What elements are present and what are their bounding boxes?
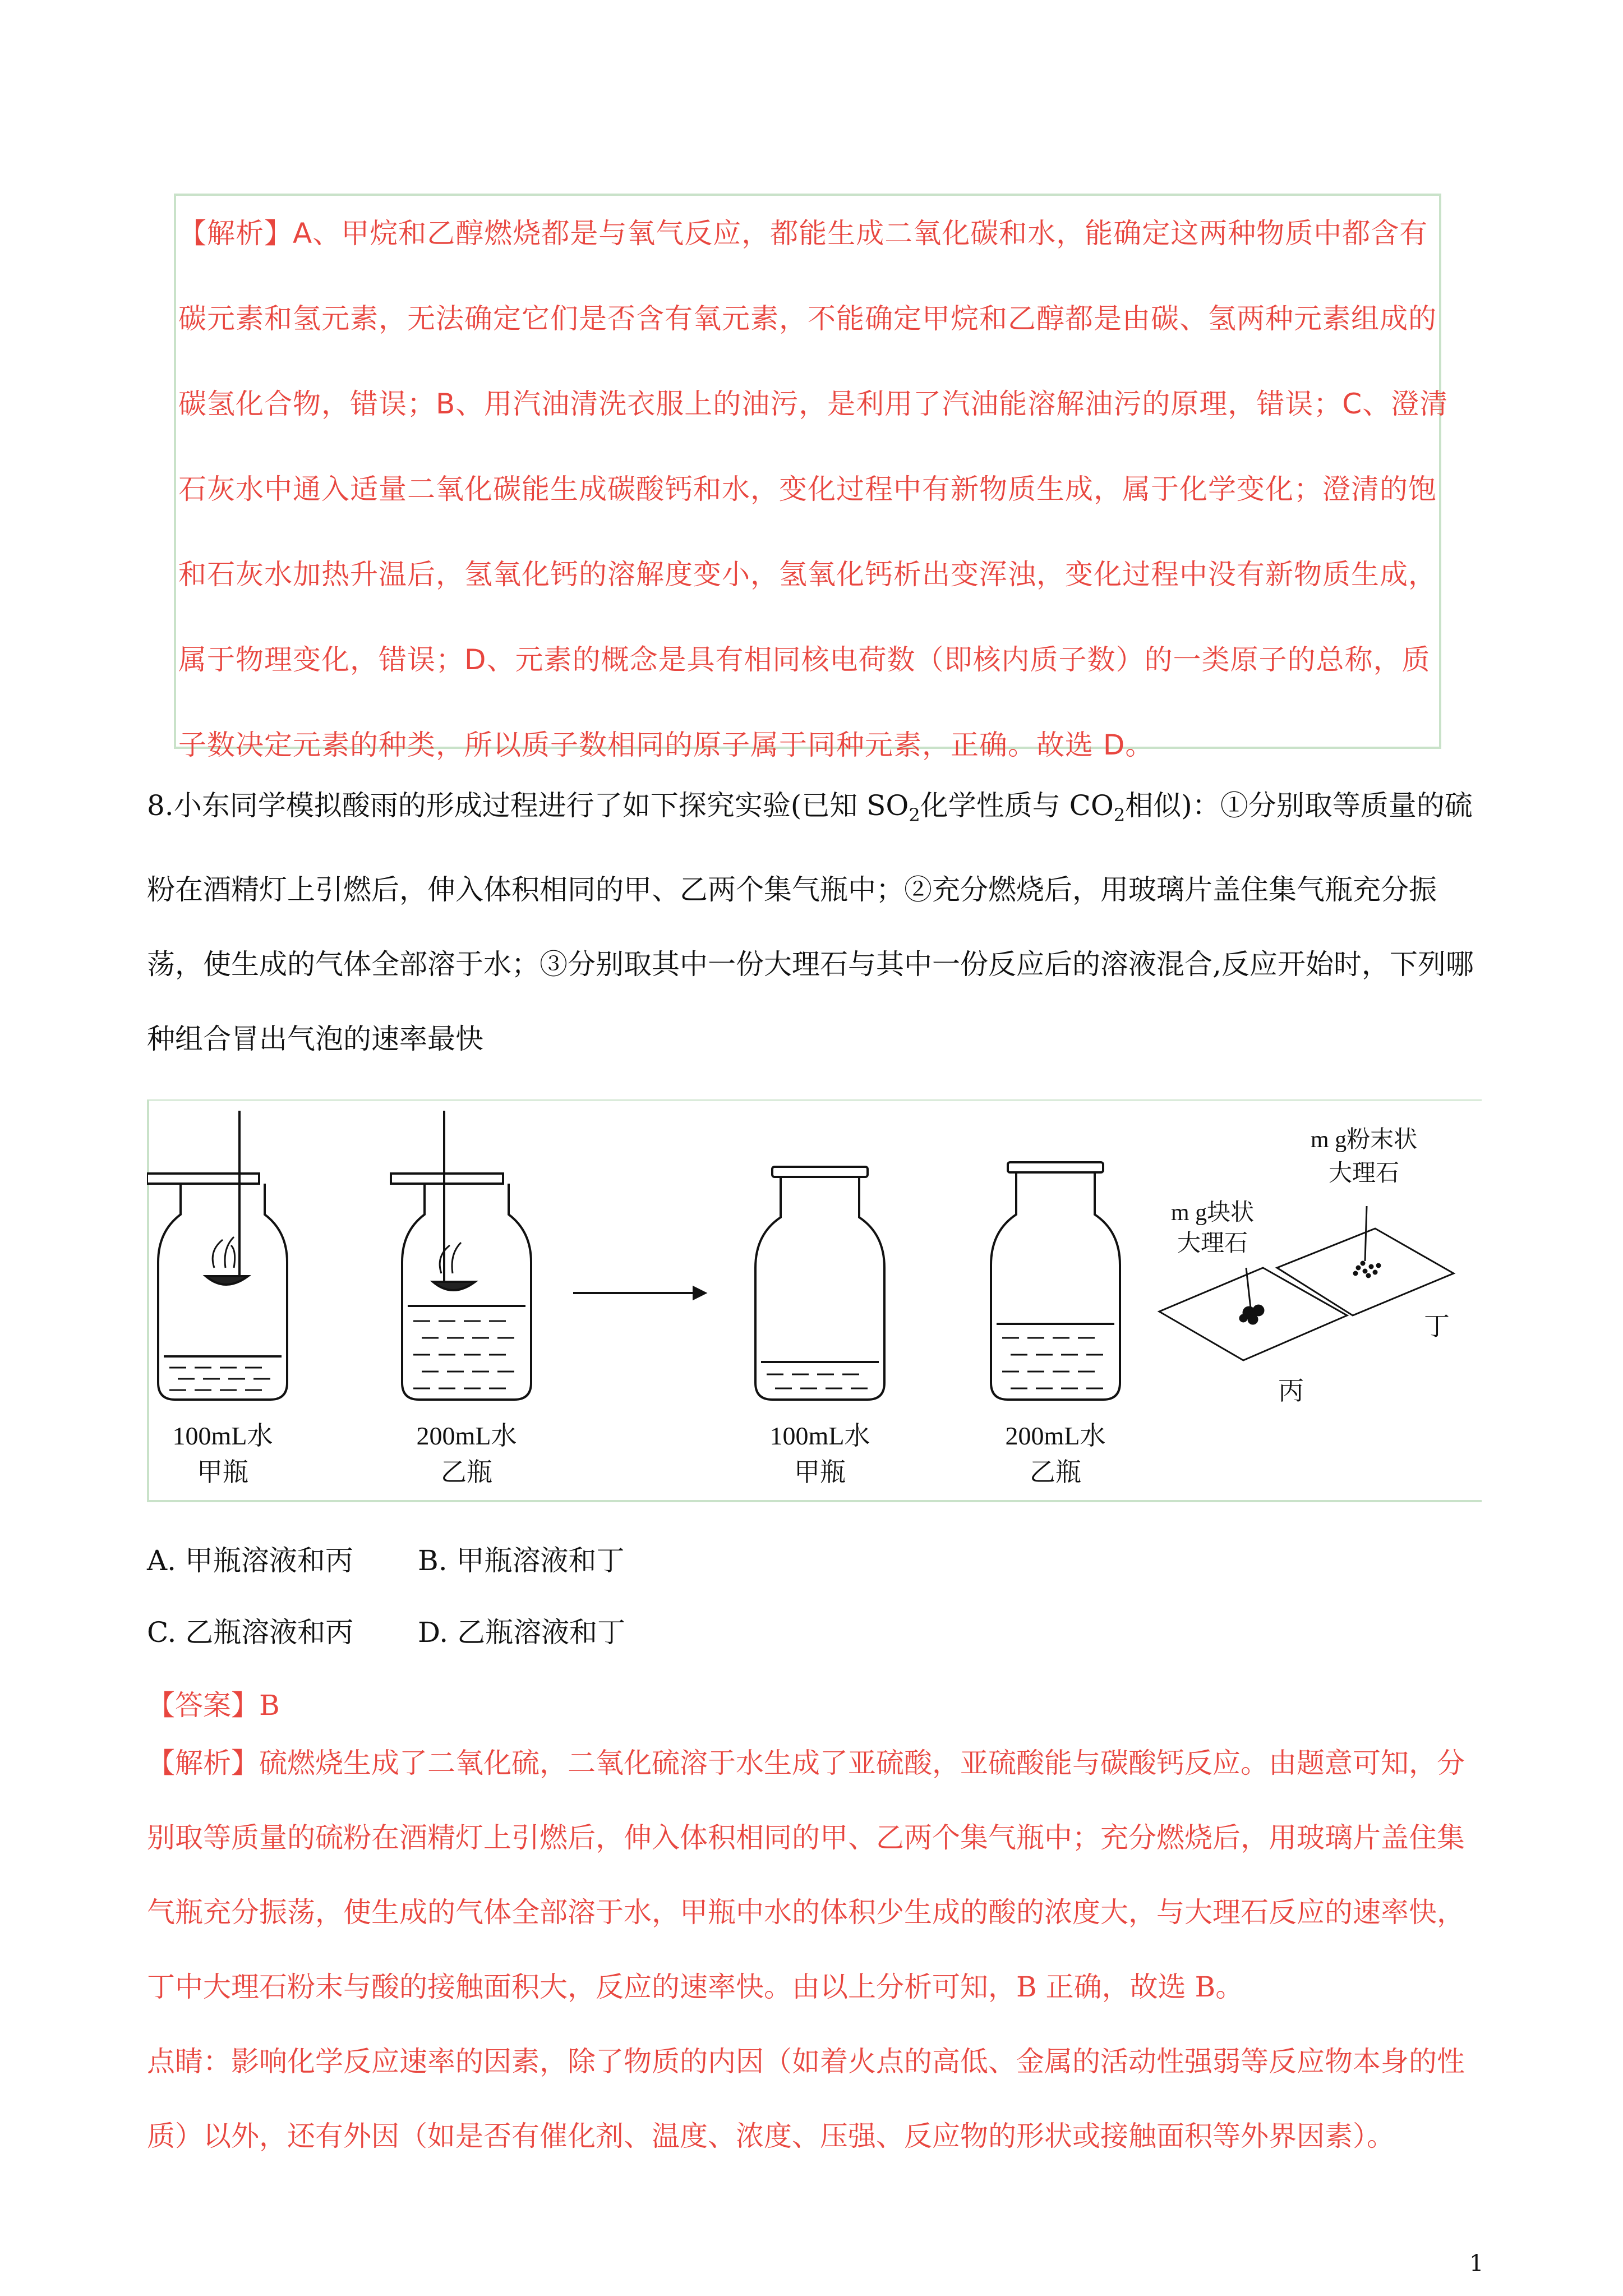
bottle-2-name-label: 乙瓶 [441, 1458, 492, 1487]
option-d: D. 乙瓶溶液和丁 [418, 1616, 626, 1649]
previous-explanation-text: A、甲烷和乙醇燃烧都是与氧气反应，都能生成二氧化碳和水，能确定这两种物质中都含有碳元素和氢元素，无法确定它们是否含有氧元素，不能确定甲烷和乙醇都是由碳、氢两种元素组成的碳氢化合物，错误；B、用汽油清洗衣服上的油污，是利用了汽油能溶解油污的原理，错误；C、澄清石灰水中通入适量二氧化碳能生成碳酸钙和水，变化过程中有新物质生成，属于化学变化；澄清的饱和石灰水加热升温后，氢氧化钙的溶解度变小，氢氧化钙析出变浑浊，变化过程中没有新物质生成，属于物理变化，错误；D、元素的概念是具有相同核电荷数（即核内质子数）的一类原子的总称，质子数决定元素的种类，所以质子数相同的原子属于同种元素，正确。故选 D。 [178, 217, 1449, 761]
bottle-2-yi-burning [391, 1111, 531, 1400]
arrow-icon [573, 1287, 705, 1299]
plate-ding-powder-marble [1277, 1206, 1454, 1315]
analysis [147, 1726, 1482, 2174]
bottle-3-volume-label: 100mL水 [769, 1421, 870, 1450]
bottle-4-volume-label: 200mL水 [1005, 1421, 1106, 1450]
question-subscript-1: 2 [909, 804, 920, 826]
block-marble-label-2: 大理石 [1177, 1231, 1248, 1257]
answer: 【答案】B [147, 1689, 280, 1722]
plate-bing-label: 丙 [1278, 1377, 1304, 1405]
powder-marble-label-2: 大理石 [1328, 1161, 1400, 1186]
option-c: C. 乙瓶溶液和丙 [147, 1616, 354, 1649]
plate-ding-label: 丁 [1424, 1312, 1450, 1341]
question-subscript-2: 2 [1113, 804, 1126, 826]
previous-explanation [178, 191, 1451, 788]
bottle-1-jia-burning [147, 1111, 287, 1400]
page-number: 1 [1469, 2251, 1484, 2276]
plate-bing-block-marble [1159, 1268, 1347, 1360]
question-text-part2: 化学性质与 CO [920, 789, 1114, 822]
block-marble-label-1: m g块状 [1170, 1200, 1255, 1226]
bottle-4-name-label: 乙瓶 [1030, 1458, 1081, 1487]
analysis-text: 【解析】硫燃烧生成了二氧化硫，二氧化硫溶于水生成了亚硫酸，亚硫酸能与碳酸钙反应。由题意可知，分别取等质量的硫粉在酒精灯上引燃后，伸入体积相同的甲、乙两个集气瓶中；充分燃烧后，用玻璃片盖住集气瓶充分振荡，使生成的气体全部溶于水，甲瓶中水的体积少生成的酸的浓度大，与大理石反应的速率快，丁中大理石粉末与酸的接触面积大，反应的速率快。由以上分析可知，B 正确，故选 B。 [147, 1747, 1465, 2003]
question-text-part3: 相似)：①分别取等质量的硫粉在酒精灯上引燃后，伸入体积相同的甲、乙两个集气瓶中；②充分燃烧后，用玻璃片盖住集气瓶充分振荡，使生成的气体全部溶于水；③分别取其中一份大理石与其中一份反应后的溶液混合,反应开始时，下列哪种组合冒出气泡的速率最快 [147, 789, 1474, 1055]
experiment-figure [147, 1099, 1482, 1503]
question-text-part1: 小东同学模拟酸雨的形成过程进行了如下探究实验(已知 SO [173, 789, 909, 822]
question-number: 8. [147, 789, 174, 822]
powder-marble-label-1: m g粉末状 [1310, 1127, 1418, 1153]
bottle-1-volume-label: 100mL水 [172, 1421, 273, 1450]
bottle-3-jia-sealed [755, 1167, 884, 1400]
option-a: A. 甲瓶溶液和丙 [147, 1544, 353, 1577]
question-8 [147, 769, 1482, 1076]
bottle-2-volume-label: 200mL水 [416, 1421, 517, 1450]
option-b: B. 甲瓶溶液和丁 [418, 1544, 625, 1577]
bottle-4-yi-sealed [991, 1162, 1120, 1400]
bottle-3-name-label: 甲瓶 [794, 1458, 846, 1487]
analysis-tip: 点睛：影响化学反应速率的因素，除了物质的内因（如着火点的高低、金属的活动性强弱等反应物本身的性质）以外，还有外因（如是否有催化剂、温度、浓度、压强、反应物的形状或接触面积等外界因素）。 [147, 2045, 1465, 2152]
previous-explanation-lead: 【解析】 [178, 217, 293, 250]
bottle-1-name-label: 甲瓶 [197, 1458, 248, 1487]
experiment-diagram [147, 1099, 1482, 1503]
